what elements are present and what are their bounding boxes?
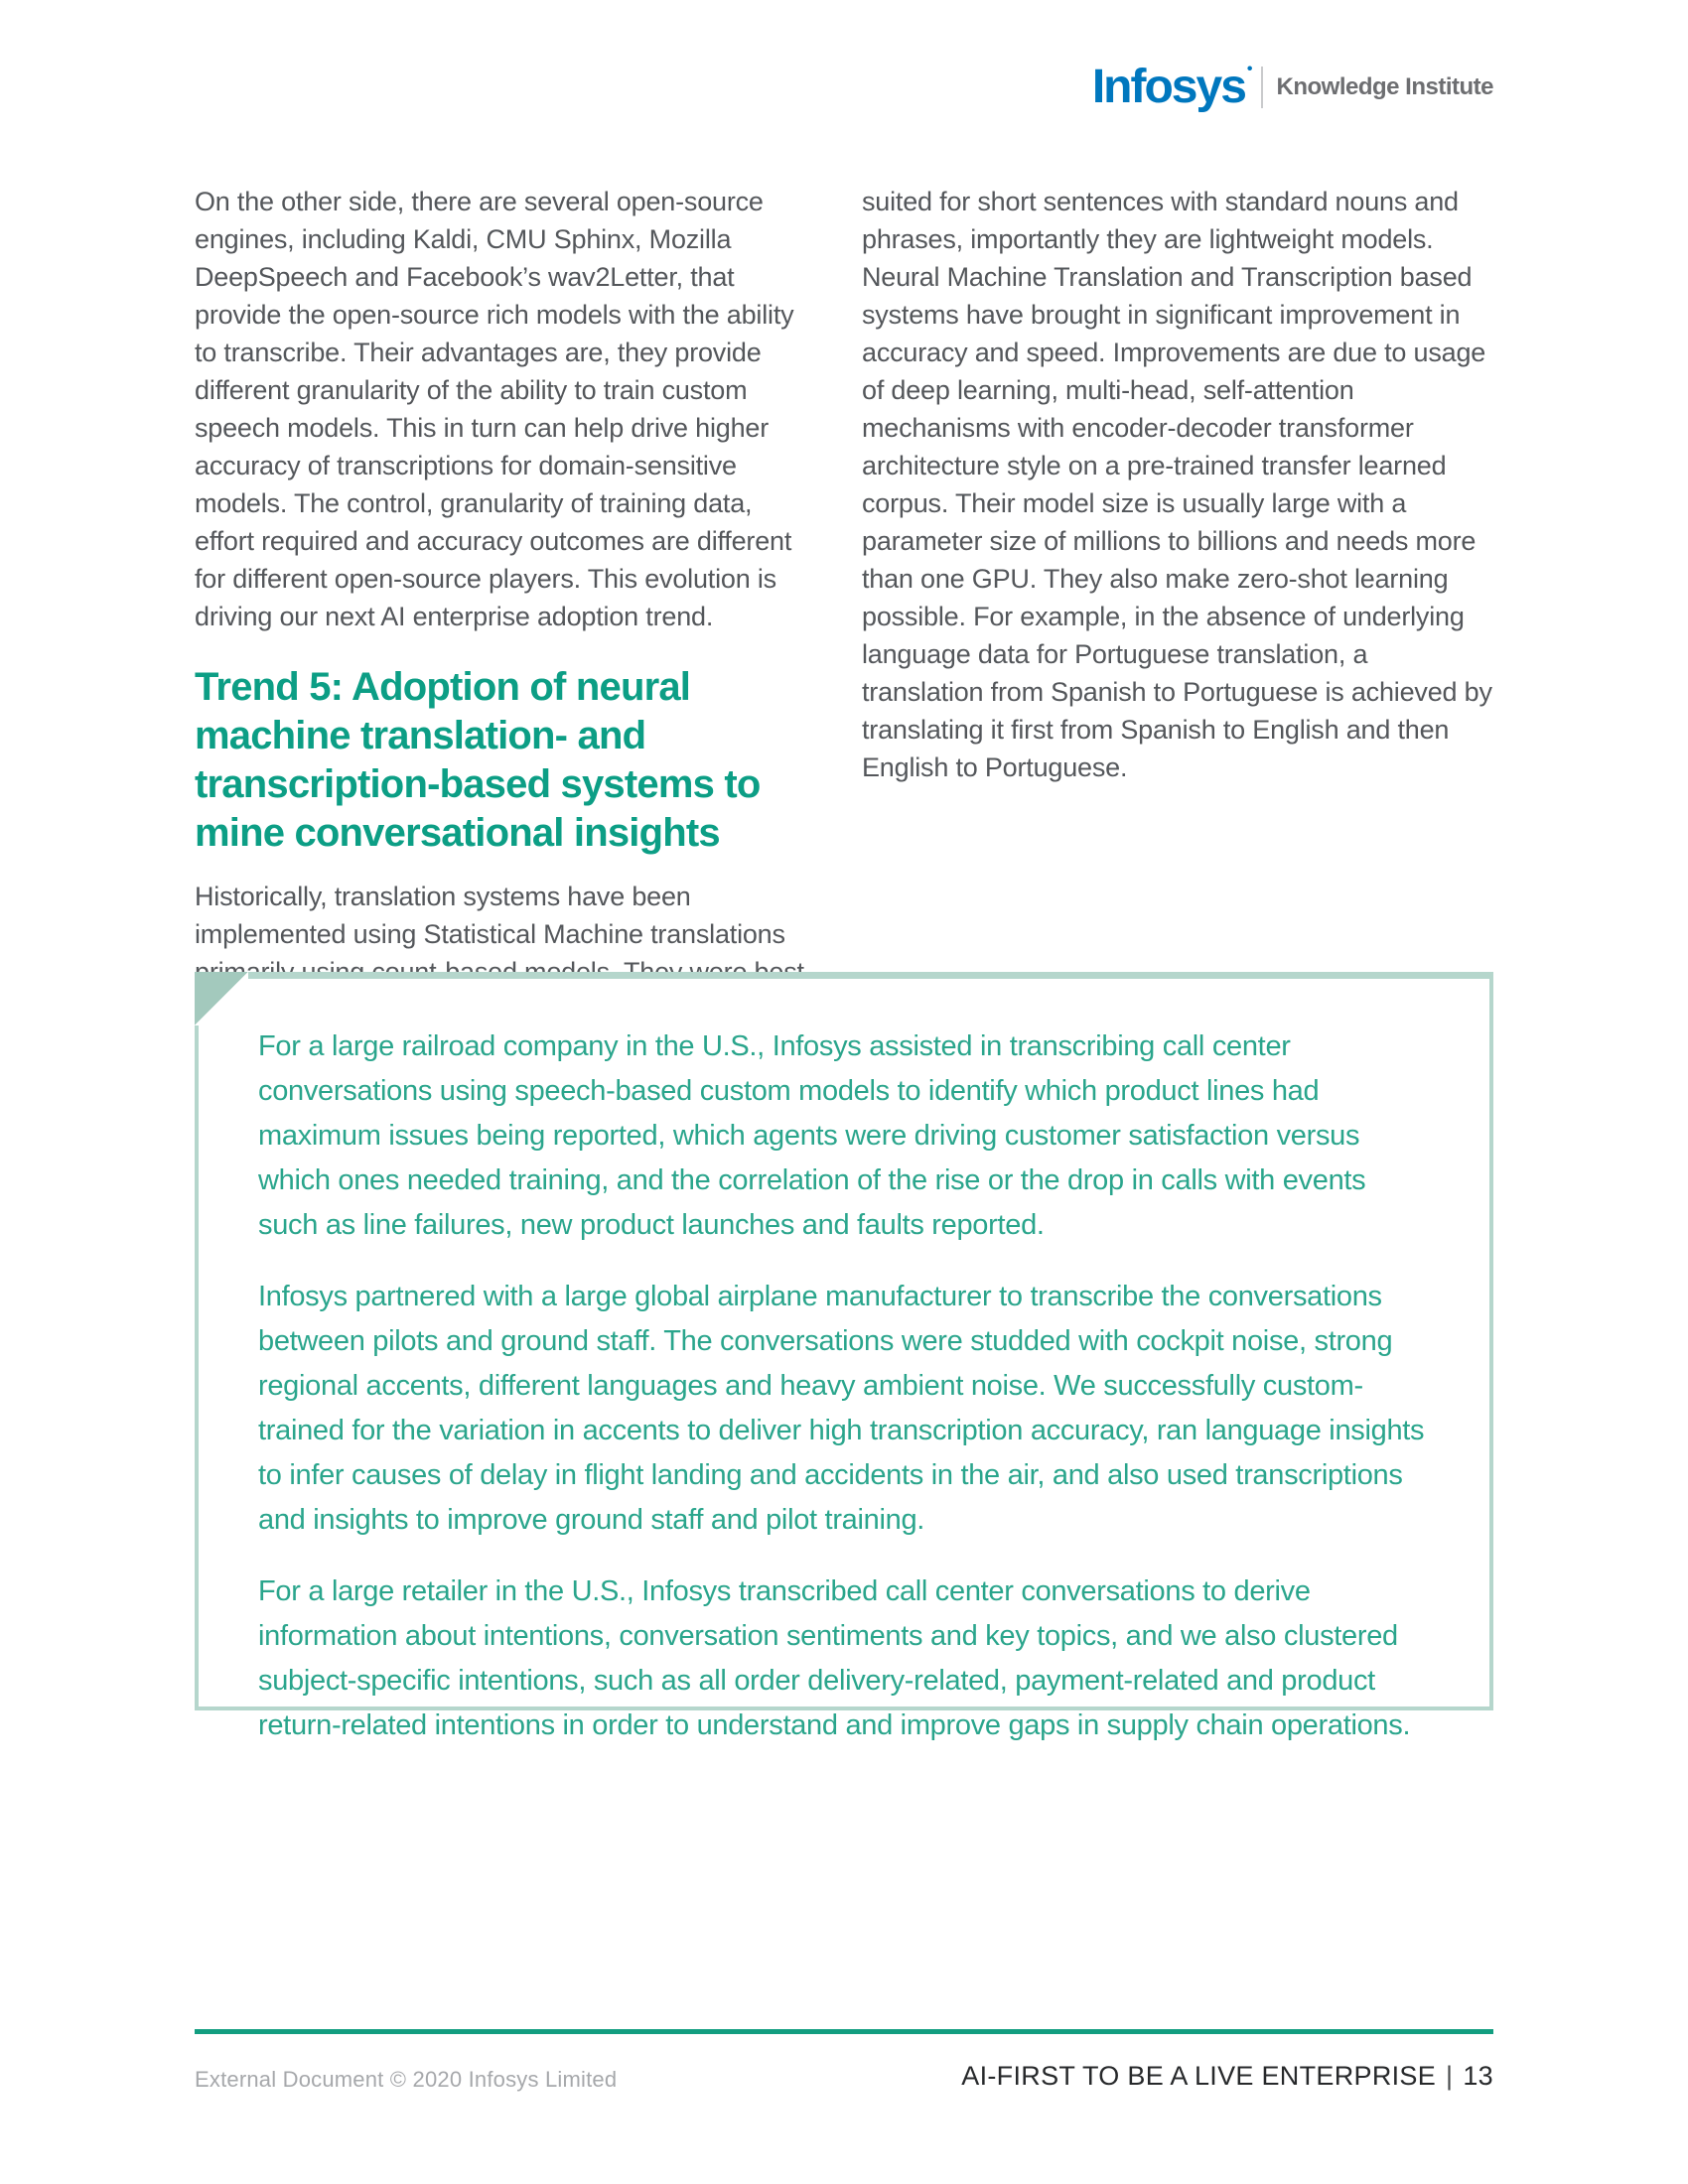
knowledge-institute-label: Knowledge Institute xyxy=(1276,73,1493,100)
footer-separator: | xyxy=(1446,2061,1454,2091)
callout-paragraph-retailer: For a large retailer in the U.S., Infosys transcribed call center conversations to derive information about intentions, conversation sentiments and key topics, and we also clustered subject-specific intentions, such as all order delivery-related, payment-related and product return-related intentions in order to understand and improve gaps in supply chain operations. xyxy=(258,1575,1411,1741)
logo-divider xyxy=(1261,67,1263,108)
article-body xyxy=(195,183,1493,991)
footer-copyright: External Document © 2020 Infosys Limited xyxy=(195,2067,618,2092)
trademark-dot-icon: • xyxy=(1246,61,1251,77)
case-study-callout-box xyxy=(195,972,1493,1741)
footer-running-title xyxy=(961,2061,1493,2092)
header-logo xyxy=(1091,61,1493,113)
footer-divider-rule xyxy=(195,2029,1493,2034)
callout-paragraph-railroad: For a large railroad company in the U.S., Infosys assisted in transcribing call center conversations using speech-based custom models to identify which product lines had maximum issues being reported, which agents were driving customer satisfaction versus which ones needed training, and the correlation of the rise or the drop in calls with events such as line failures, new product launches and faults reported. xyxy=(258,1030,1366,1241)
right-column xyxy=(862,183,1493,991)
folded-corner-icon xyxy=(195,972,248,1025)
left-column-paragraph-2: Historically, translation systems have been implemented using Statistical Machine translations xyxy=(195,882,785,949)
footer-page-number: 13 xyxy=(1463,2061,1493,2091)
footer-report-title: AI-FIRST TO BE A LIVE ENTERPRISE xyxy=(961,2061,1437,2091)
right-column-paragraph-1: suited for short sentences with standard nouns and phrases, importantly they are lightweight models. Neural Machine Translation and Transcription based systems have brought in significant improvement in accuracy and speed. Improvements are due to usage of deep learning, multi-head, self-attention mechanisms with encoder-decoder transformer architecture style on a pre-trained transfer learned corpus. Their model size is usually large with a parameter size of millions to billions and needs more than one GPU. They also make zero-shot learning possible. For example, in the absence of underlying language data for Portuguese translation, a translation from Spanish to Portuguese is achieved by translating it first from Spanish to English and then English to Portuguese. xyxy=(862,187,1492,782)
left-column-paragraph-1: On the other side, there are several open-source engines, including Kaldi, CMU Sphinx, Mozilla DeepSpeech and Facebook’s wav2Letter, that provide the open-source rich models with the ability to transcribe. Their advantages are, they provide different granularity of the ability to train custom speech models. This in turn can help drive higher accuracy of transcriptions for domain-sensitive models. The control, granularity of training data, effort required and accuracy outcomes are different for different open-source players. This evolution is driving our next AI enterprise adoption trend. xyxy=(195,187,794,631)
infosys-logo xyxy=(1091,61,1251,113)
callout-paragraph-airplane: Infosys partnered with a large global airplane manufacturer to transcribe the conversations between pilots and ground staff. The conversations were studded with cockpit noise, strong regional accents, different languages and heavy ambient noise. We successfully custom-trained for the variation in accents to deliver high transcription accuracy, ran language insights to infer causes of delay in flight landing and accidents in the air, and also used transcriptions and insights to improve ground staff and pilot training. xyxy=(258,1281,1425,1536)
trend-5-heading: Trend 5: Adoption of neural machine translation- and transcription-based systems to mine conversational insights xyxy=(195,665,761,855)
infosys-logo-text: Infosys xyxy=(1091,61,1245,113)
left-column xyxy=(195,183,806,991)
